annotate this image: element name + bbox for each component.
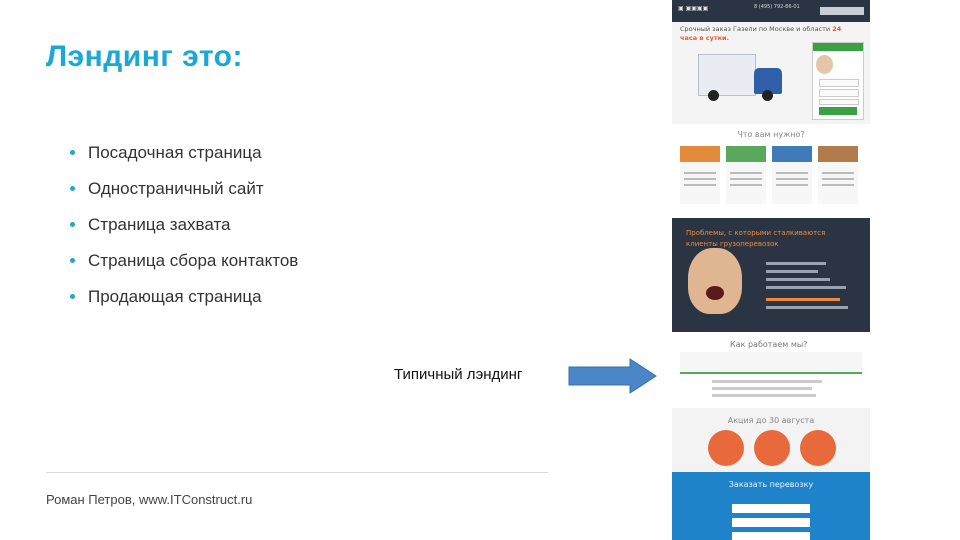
thumb-service-card — [772, 146, 812, 204]
wheel-icon — [708, 90, 719, 101]
thumb-how-section — [672, 332, 870, 408]
bullet-text: Страница сбора контактов — [88, 251, 299, 270]
thumb-form-field — [819, 79, 859, 87]
bullet-text: Продающая страница — [88, 287, 262, 306]
thumb-promo-badge — [754, 430, 790, 466]
thumb-how-title: Как работаем мы? — [730, 340, 808, 349]
thumb-service-card — [680, 146, 720, 204]
bullet-dot-icon — [70, 294, 75, 299]
thumb-form-field — [819, 99, 859, 105]
thumb-order-input — [732, 532, 810, 540]
thumb-hero — [672, 22, 870, 124]
bullet-dot-icon — [70, 258, 75, 263]
thumb-callback-button — [820, 7, 864, 15]
thumb-order-input — [732, 504, 810, 513]
thumb-order-form — [812, 42, 864, 120]
thumb-phone: 8 (495) 792-86-01 — [754, 4, 800, 10]
thumb-service-card — [726, 146, 766, 204]
landing-page-thumbnail — [672, 0, 870, 540]
bullet-text: Страница захвата — [88, 215, 231, 234]
bullet-dot-icon — [70, 150, 75, 155]
truck-icon — [698, 54, 756, 96]
screaming-face-image — [688, 248, 742, 314]
thumb-hero-title-text: Срочный заказ Газели по Москве и области — [680, 25, 831, 33]
thumb-promo-badge — [708, 430, 744, 466]
thumb-promo-badge — [800, 430, 836, 466]
thumb-steps — [680, 352, 862, 374]
thumb-problems-title: Проблемы, с которыми сталкиваются клиенты грузоперевозок — [686, 229, 826, 248]
bullet-item — [70, 176, 298, 212]
thumb-order-section — [672, 472, 870, 540]
thumb-hero-title — [680, 25, 860, 43]
bullet-dot-icon — [70, 222, 75, 227]
bullet-item — [70, 140, 298, 176]
thumb-logo: ▣ ▣▣▣▣ — [678, 5, 709, 12]
bullet-text: Одностраничный сайт — [88, 179, 264, 198]
thumb-needs-section — [672, 124, 870, 218]
bullet-dot-icon — [70, 186, 75, 191]
thumb-hero-highlight: 24 часа в сутки. — [680, 25, 842, 42]
thumb-promo-title: Акция до 30 августа — [727, 416, 815, 425]
right-arrow-icon — [568, 358, 658, 394]
wheel-icon — [762, 90, 773, 101]
bullet-item — [70, 212, 298, 248]
footer-divider — [46, 472, 548, 473]
slide-title: Лэндинг это: — [46, 40, 243, 73]
bullet-item — [70, 248, 298, 284]
bullet-text: Посадочная страница — [88, 143, 262, 162]
landing-caption: Типичный лэндинг — [394, 366, 523, 383]
thumb-order-input — [732, 518, 810, 527]
thumb-service-card — [818, 146, 858, 204]
thumb-needs-title: Что вам нужно? — [737, 130, 805, 139]
thumb-form-submit — [819, 107, 857, 115]
bullet-item — [70, 284, 298, 320]
footer-author: Роман Петров, www.ITConstruct.ru — [46, 492, 253, 507]
operator-avatar — [816, 55, 833, 74]
thumb-form-field — [819, 89, 859, 97]
thumb-problems-section — [672, 218, 870, 332]
thumb-order-title: Заказать перевозку — [728, 480, 814, 489]
bullet-list — [70, 140, 298, 320]
thumb-promo-section — [672, 408, 870, 472]
thumb-header — [672, 0, 870, 22]
